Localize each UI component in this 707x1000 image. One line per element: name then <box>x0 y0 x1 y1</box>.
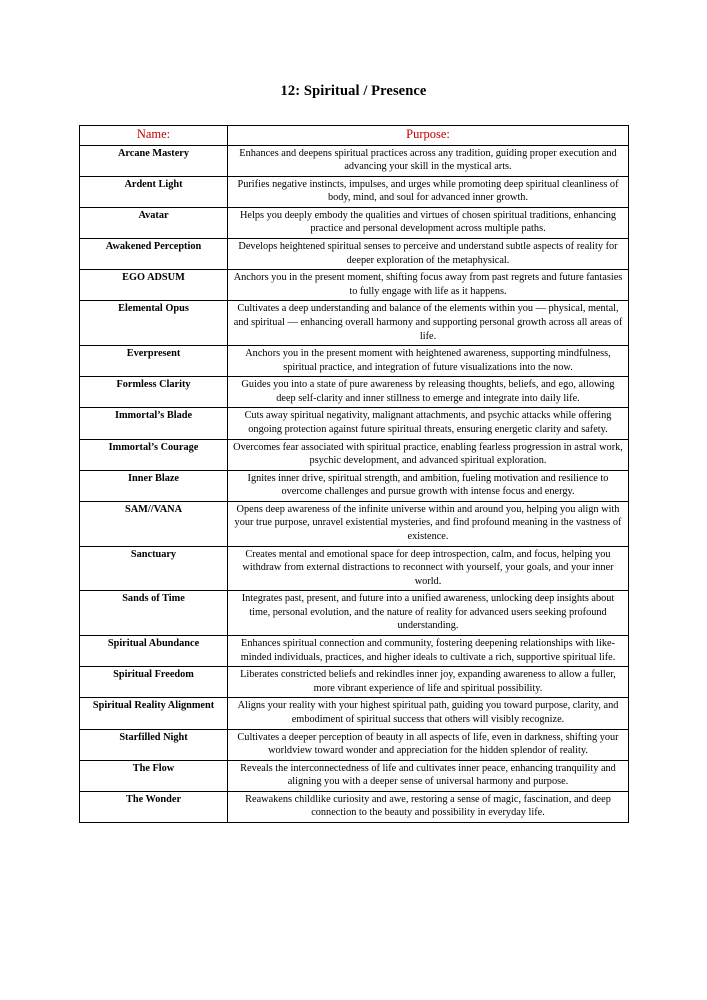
cell-purpose: Purifies negative instincts, impulses, and urges while promoting deep spiritual cleanliness of body, mind, and soul for advanced inner growth. <box>228 176 629 207</box>
cell-purpose: Cultivates a deeper perception of beauty in all aspects of life, even in darkness, shifting your worldview toward wonder and appreciation for the hidden splendor of reality. <box>228 729 629 760</box>
table-row <box>80 207 629 238</box>
page-title: 12: Spiritual / Presence <box>280 83 427 99</box>
cell-purpose: Enhances and deepens spiritual practices across any tradition, guiding proper execution and advancing your skill in the mystical arts. <box>228 145 629 176</box>
table-row <box>80 346 629 377</box>
table-row <box>80 408 629 439</box>
cell-name: Spiritual Freedom <box>80 667 228 698</box>
cell-purpose: Anchors you in the present moment, shifting focus away from past regrets and future fantasies to fully engage with life as it happens. <box>228 270 629 301</box>
table-row <box>80 377 629 408</box>
cell-purpose: Reawakens childlike curiosity and awe, restoring a sense of magic, fascination, and deep connection to the beauty and possibility in everyday life. <box>228 791 629 822</box>
table-row <box>80 636 629 667</box>
cell-purpose: Liberates constricted beliefs and rekindles inner joy, expanding awareness to allow a fuller, more vibrant experience of life and spiritual possibility. <box>228 667 629 698</box>
cell-purpose: Overcomes fear associated with spiritual practice, enabling fearless progression in astral work, psychic development, and advanced spiritual exploration. <box>228 439 629 470</box>
cell-purpose: Develops heightened spiritual senses to perceive and understand subtle aspects of reality for deeper exploration of the metaphysical. <box>228 239 629 270</box>
cell-purpose: Integrates past, present, and future into a unified awareness, unlocking deep insights about time, personal evolution, and the nature of reality for advanced users seeking profound understanding. <box>228 591 629 636</box>
table-row <box>80 145 629 176</box>
cell-name: Inner Blaze <box>80 470 228 501</box>
cell-name: Awakened Perception <box>80 239 228 270</box>
cell-purpose: Creates mental and emotional space for deep introspection, calm, and focus, helping you withdraw from external distractions to reconnect with yourself, your goals, and your inner world. <box>228 546 629 591</box>
cell-name: Spiritual Reality Alignment <box>80 698 228 729</box>
cell-purpose: Opens deep awareness of the infinite universe within and around you, helping you align with your true purpose, unravel existential mysteries, and find profound meaning in the vastness of existence. <box>228 501 629 546</box>
table-body <box>80 145 629 822</box>
table-row <box>80 239 629 270</box>
cell-purpose: Cultivates a deep understanding and balance of the elements within you — physical, mental, and spiritual — enhancing overall harmony and supporting personal growth across all areas of life. <box>228 301 629 346</box>
cell-name: Sanctuary <box>80 546 228 591</box>
cell-name: SAM//VANA <box>80 501 228 546</box>
column-header-purpose: Purpose: <box>228 125 629 145</box>
cell-purpose: Cuts away spiritual negativity, malignant attachments, and psychic attacks while offering ongoing protection against future spiritual threats, ensuring energetic clarity and safety. <box>228 408 629 439</box>
table-row <box>80 791 629 822</box>
table-row <box>80 760 629 791</box>
table-row <box>80 470 629 501</box>
cell-name: The Flow <box>80 760 228 791</box>
cell-name: Immortal’s Blade <box>80 408 228 439</box>
cell-name: Immortal’s Courage <box>80 439 228 470</box>
table-row <box>80 546 629 591</box>
cell-name: Formless Clarity <box>80 377 228 408</box>
table-row <box>80 698 629 729</box>
cell-name: Ardent Light <box>80 176 228 207</box>
cell-name: Sands of Time <box>80 591 228 636</box>
cell-name: EGO ADSUM <box>80 270 228 301</box>
column-header-name: Name: <box>80 125 228 145</box>
cell-purpose: Guides you into a state of pure awareness by releasing thoughts, beliefs, and ego, allowing deep self-clarity and inner stillness to emerge and integrate into daily life. <box>228 377 629 408</box>
cell-name: Starfilled Night <box>80 729 228 760</box>
cell-purpose: Reveals the interconnectedness of life and cultivates inner peace, enhancing tranquility and aligning you with a deeper sense of universal harmony and purpose. <box>228 760 629 791</box>
cell-name: Spiritual Abundance <box>80 636 228 667</box>
table-row <box>80 591 629 636</box>
table-header-row <box>80 125 629 145</box>
table-row <box>80 270 629 301</box>
table-row <box>80 729 629 760</box>
table-row <box>80 439 629 470</box>
table-row <box>80 501 629 546</box>
table-row <box>80 301 629 346</box>
spiritual-presence-table <box>79 125 629 823</box>
cell-name: Everpresent <box>80 346 228 377</box>
cell-purpose: Enhances spiritual connection and community, fostering deepening relationships with like-minded individuals, practices, and higher ideals to cultivate a rich, supportive spiritual life. <box>228 636 629 667</box>
cell-purpose: Ignites inner drive, spiritual strength, and ambition, fueling motivation and resilience to overcome challenges and pursue growth with intense focus and energy. <box>228 470 629 501</box>
cell-name: Avatar <box>80 207 228 238</box>
table-row <box>80 667 629 698</box>
table-container <box>0 125 707 823</box>
cell-purpose: Anchors you in the present moment with heightened awareness, supporting mindfulness, spiritual practice, and integration of future visualizations into the now. <box>228 346 629 377</box>
cell-purpose: Aligns your reality with your highest spiritual path, guiding you toward purpose, clarity, and embodiment of spiritual success that others will visibly recognize. <box>228 698 629 729</box>
table-row <box>80 176 629 207</box>
cell-purpose: Helps you deeply embody the qualities and virtues of chosen spiritual traditions, enhancing practice and personal development across multiple paths. <box>228 207 629 238</box>
cell-name: Elemental Opus <box>80 301 228 346</box>
table-header <box>80 125 629 145</box>
cell-name: Arcane Mastery <box>80 145 228 176</box>
cell-name: The Wonder <box>80 791 228 822</box>
